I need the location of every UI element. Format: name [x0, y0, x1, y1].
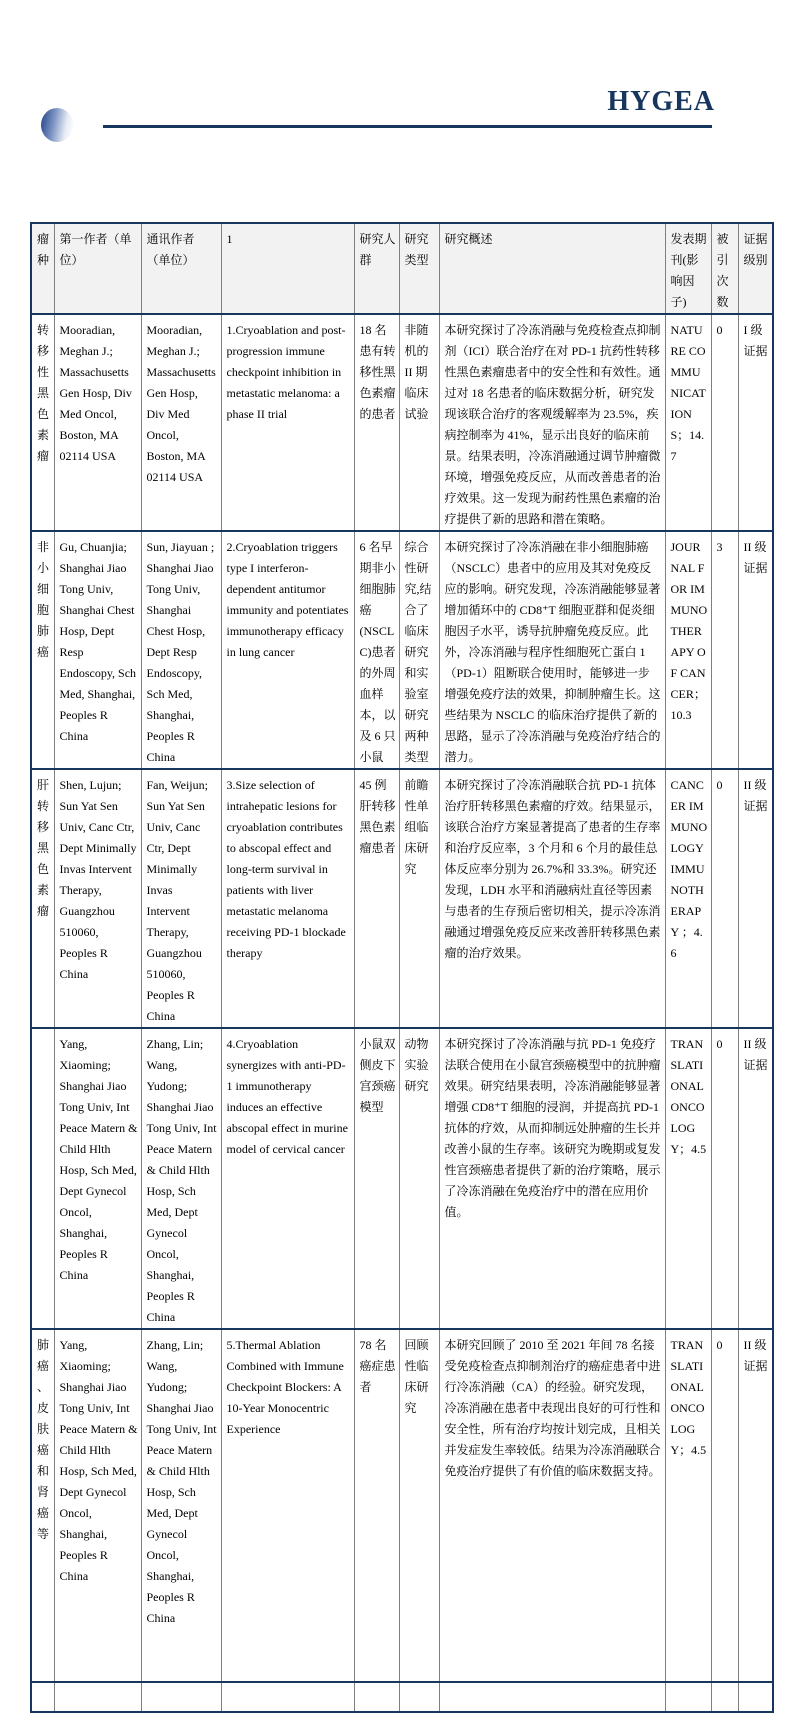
- cell-evidence-level: II 级证据: [738, 1329, 773, 1682]
- cell-population: 18 名患有转移性黑色素瘤的患者: [354, 314, 399, 531]
- cell-journal: TRANSLATIONAL ONCOLOGY；4.5: [665, 1329, 711, 1682]
- col-header-first-author: 第一作者（单位）: [54, 223, 141, 314]
- table-header-row: [31, 223, 773, 314]
- cell-citations: 0: [711, 314, 738, 531]
- cell-citations: 3: [711, 531, 738, 769]
- cell-journal: TRANSLATIONAL ONCOLOGY；4.5: [665, 1028, 711, 1329]
- col-header-title: 1: [221, 223, 354, 314]
- table-row-partial: [31, 1682, 773, 1712]
- cell-title: 5.Thermal Ablation Combined with Immune Checkpoint Blockers: A 10-Year Monocentric Experience: [221, 1329, 354, 1682]
- cell-tumor-type: [31, 1028, 54, 1329]
- col-header-citations: 被引次数: [711, 223, 738, 314]
- brand-wordmark: HYGEA: [607, 86, 715, 117]
- cell-corresponding-author: Sun, Jiayuan ; Shanghai Jiao Tong Univ, Shanghai Chest Hosp, Dept Resp Endoscopy, Sch Med, Shanghai, Peoples R China: [141, 531, 221, 769]
- cell-tumor-type: 肺癌、皮肤癌和肾癌等: [31, 1329, 54, 1682]
- cell-corresponding-author: Zhang, Lin; Wang, Yudong; Shanghai Jiao Tong Univ, Int Peace Matern & Child Hlth Hosp, Sch Med, Dept Gynecol Oncol, Shanghai, Peoples R China: [141, 1028, 221, 1329]
- cell-corresponding-author: Zhang, Lin; Wang, Yudong; Shanghai Jiao Tong Univ, Int Peace Matern & Child Hlth Hosp, Sch Med, Dept Gynecol Oncol, Shanghai, Peoples R China: [141, 1329, 221, 1682]
- letterhead: [0, 0, 800, 222]
- cell-population: 小鼠双侧皮下宫颈癌模型: [354, 1028, 399, 1329]
- cell-title: 4.Cryoablation synergizes with anti-PD-1 immunotherapy induces an effective abscopal effect in murine model of cervical cancer: [221, 1028, 354, 1329]
- hygea-sphere-logo-icon: [41, 108, 73, 142]
- col-header-journal: 发表期刊(影响因子): [665, 223, 711, 314]
- cell-corresponding-author: Fan, Weijun; Sun Yat Sen Univ, Canc Ctr, Dept Minimally Invas Intervent Therapy, Guangzhou 510060, Peoples R China: [141, 769, 221, 1028]
- col-header-summary: 研究概述: [439, 223, 665, 314]
- studies-table: [30, 222, 774, 1713]
- cell-evidence-level: II 级证据: [738, 531, 773, 769]
- cell-citations: 0: [711, 769, 738, 1028]
- col-header-study-type: 研究类型: [399, 223, 439, 314]
- cell-summary: 本研究探讨了冷冻消融在非小细胞肺癌（NSCLC）患者中的应用及其对免疫反应的影响。研究发现，冷冻消融能够显著增加循环中的 CD8⁺T 细胞亚群和促炎细胞因子水平，诱导抗肿瘤免疫反应。此外，冷冻消融与程序性细胞死亡蛋白 1（PD-1）阻断联合使用时，能够进一步增强免疫疗法的效果，抑制肿瘤生长。这些结果为 NSCLC 的临床治疗提供了新的思路，显示了冷冻消融与免疫治疗结合的潜力。: [439, 531, 665, 769]
- cell-evidence-level: II 级证据: [738, 769, 773, 1028]
- table-row: [31, 1329, 773, 1682]
- cell-first-author: Mooradian, Meghan J.; Massachusetts Gen Hosp, Div Med Oncol, Boston, MA 02114 USA: [54, 314, 141, 531]
- cell-study-type: 综合性研究,结合了临床研究和实验室研究两种类型: [399, 531, 439, 769]
- cell-summary: 本研究回顾了 2010 至 2021 年间 78 名接受免疫检查点抑制剂治疗的癌症患者中进行冷冻消融（CA）的经验。研究发现，冷冻消融在患者中表现出良好的可行性和安全性，所有治疗均按计划完成，且相关并发症发生率较低。结果为冷冻消融联合免疫治疗提供了有价值的临床数据支持。: [439, 1329, 665, 1682]
- table-row: [31, 1028, 773, 1329]
- cell-study-type: 前瞻性单组临床研究: [399, 769, 439, 1028]
- table-row: [31, 531, 773, 769]
- cell-summary: 本研究探讨了冷冻消融与免疫检查点抑制剂（ICI）联合治疗在对 PD-1 抗药性转移性黑色素瘤患者中的安全性和有效性。通过对 18 名患者的临床数据分析，研究发现该联合治疗的客观缓解率为 23.5%，疾病控制率为 41%，显示出良好的临床前景。结果表明，冷冻消融通过调节肿瘤微环境，增强免疫反应，从而改善患者的治疗效果。这一发现为耐药性黑色素瘤的治疗提供了新的思路和潜在策略。: [439, 314, 665, 531]
- cell-citations: 0: [711, 1028, 738, 1329]
- cell-evidence-level: II 级证据: [738, 1028, 773, 1329]
- cell-evidence-level: I 级证据: [738, 314, 773, 531]
- cell-population: 78 名癌症患者: [354, 1329, 399, 1682]
- cell-population: 6 名早期非小细胞肺癌 (NSCLC)患者的外周血样本，以及 6 只小鼠: [354, 531, 399, 769]
- cell-summary: 本研究探讨了冷冻消融与抗 PD-1 免疫疗法联合使用在小鼠宫颈癌模型中的抗肿瘤效果。研究结果表明，冷冻消融能够显著增强 CD8⁺T 细胞的浸润，并提高抗 PD-1 抗体的疗效，从而抑制远处肿瘤的生长并改善小鼠的生存率。该研究为晚期或复发性宫颈癌患者提供了新的治疗策略，展示了冷冻消融在免疫治疗中的潜在应用价值。: [439, 1028, 665, 1329]
- cell-tumor-type: 肝转移黑色素瘤: [31, 769, 54, 1028]
- cell-summary: 本研究探讨了冷冻消融联合抗 PD-1 抗体治疗肝转移黑色素瘤的疗效。结果显示，该联合治疗方案显著提高了患者的生存率和治疗反应率，3 个月和 6 个月的最佳总体反应率分别为 26.7%和 33.3%。研究还发现，LDH 水平和消融病灶直径等因素与患者的生存预后密切相关，提示冷冻消融通过增强免疫反应来改善肝转移黑色素瘤的治疗效果。: [439, 769, 665, 1028]
- cell-first-author: Yang, Xiaoming; Shanghai Jiao Tong Univ, Int Peace Matern & Child Hlth Hosp, Sch Med, Dept Gynecol Oncol, Shanghai, Peoples R China: [54, 1028, 141, 1329]
- cell-study-type: 动物实验研究: [399, 1028, 439, 1329]
- cell-tumor-type: 非小细胞肺癌: [31, 531, 54, 769]
- cell-study-type: 回顾性临床研究: [399, 1329, 439, 1682]
- cell-journal: CANCER IMMUNOLOGY IMMUNOTHERAPY ；4.6: [665, 769, 711, 1028]
- col-header-evidence-level: 证据级别: [738, 223, 773, 314]
- cell-title: 1.Cryoablation and post-progression immune checkpoint inhibition in metastatic melanoma: a phase II trial: [221, 314, 354, 531]
- cell-population: 45 例肝转移黑色素瘤患者: [354, 769, 399, 1028]
- cell-tumor-type: 转移性黑色素瘤: [31, 314, 54, 531]
- cell-first-author: Gu, Chuanjia; Shanghai Jiao Tong Univ, Shanghai Chest Hosp, Dept Resp Endoscopy, Sch Med, Shanghai, Peoples R China: [54, 531, 141, 769]
- cell-title: 3.Size selection of intrahepatic lesions for cryoablation contributes to abscopal effect and long-term survival in patients with liver metastatic melanoma receiving PD-1 blockade therapy: [221, 769, 354, 1028]
- cell-corresponding-author: Mooradian, Meghan J.; Massachusetts Gen Hosp, Div Med Oncol, Boston, MA 02114 USA: [141, 314, 221, 531]
- cell-journal: NATURE COMMUNICATIONS；14.7: [665, 314, 711, 531]
- letterhead-rule: [103, 125, 712, 128]
- table-row: [31, 769, 773, 1028]
- col-header-corresponding-author: 通讯作者（单位）: [141, 223, 221, 314]
- col-header-tumor-type: 瘤种: [31, 223, 54, 314]
- cell-citations: 0: [711, 1329, 738, 1682]
- cell-study-type: 非随机的 II 期临床试验: [399, 314, 439, 531]
- cell-first-author: Yang, Xiaoming; Shanghai Jiao Tong Univ, Int Peace Matern & Child Hlth Hosp, Sch Med, Dept Gynecol Oncol, Shanghai, Peoples R China: [54, 1329, 141, 1682]
- cell-title: 2.Cryoablation triggers type I interferon-dependent antitumor immunity and potentiates immunotherapy efficacy in lung cancer: [221, 531, 354, 769]
- table-row: [31, 314, 773, 531]
- cell-journal: JOURNAL FOR IMMUNOTHERAPY OF CANCER；10.3: [665, 531, 711, 769]
- col-header-population: 研究人群: [354, 223, 399, 314]
- cell-first-author: Shen, Lujun; Sun Yat Sen Univ, Canc Ctr, Dept Minimally Invas Intervent Therapy, Guangzhou 510060, Peoples R China: [54, 769, 141, 1028]
